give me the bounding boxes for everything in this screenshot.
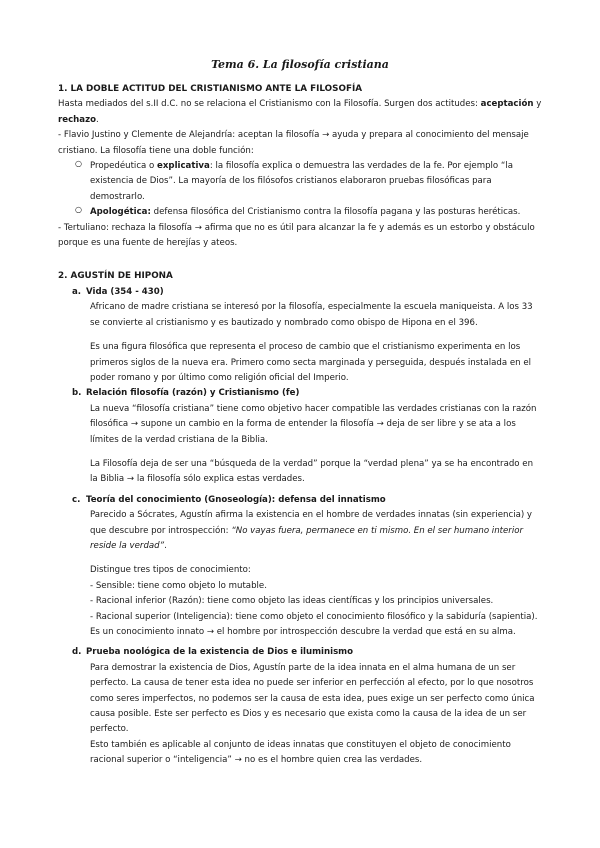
subsection-d-heading: d. Prueba noológica de la existencia de Dios e iluminismo (72, 647, 354, 658)
section-1-heading: 1. LA DOBLE ACTITUD DEL CRISTIANISMO ANTE LA FILOSOFÍA (58, 84, 363, 94)
subsection-c-body: Parecido a Sócrates, Agustín afirma la existencia en el hombre de verdades innatas (sin experiencia) y que descubre por introspección: “No vayas fuera, permanece en ti mismo. En el ser humano interior reside la verdad”. Distingue tres tipos de conocimiento: - Sensible: tiene como objeto lo mutable. - Racional inferior (Razón): tiene como objeto las ideas científicas y los principios universales. - Racional superior (Inteligencia): tiene como objeto el conocimiento filosófico y la sabiduría (sapientia). Es un conocimiento innato → el hombre por introspección descubre la verdad que está en su alma. (90, 510, 538, 637)
flavio-line-2: cristiano. La filosofía tiene una doble función: (58, 145, 254, 156)
subsection-a-heading: a. Vida (354 - 430) (72, 286, 164, 297)
subsection-b-body: La nueva “filosofía cristiana” tiene como objetivo hacer compatible las verdades cristianas con la razón filosófica → supone un cambio en la forma de entender la filosofía → deja de ser libre y se ata a los límites de la verdad cristiana de la Biblia. La Filosofía deja de ser una “búsqueda de la verdad” porque la “verdad plena” ya se ha encontrado en la Biblia → la filosofía sólo explica estas verdades. (90, 403, 537, 485)
subsection-b-heading: b. Relación filosofía (razón) y Cristianismo (fe) (72, 388, 300, 399)
bullet-apologetica: ○ Apologética: defensa filosófica del Cristianismo contra la filosofía pagana y las posturas heréticas. (75, 205, 521, 218)
bullet-propedeutica: ○ Propedéutica o explicativa: la filosofía explica o demuestra las verdades de la fe. Por ejemplo “la existencia de Dios”. La mayoría de los filósofos cristianos elaboraron pruebas filosóficas para demostrarlo. (75, 159, 514, 202)
flavio-line-1: - Flavio Justino y Clemente de Alejandría: aceptan la filosofía → ayuda y prepara al conocimiento del mensaje (58, 130, 529, 141)
page-title: Tema 6. La filosofía cristiana (211, 58, 389, 71)
tertuliano-line-1: - Tertuliano: rechaza la filosofía → afirma que no es útil para alcanzar la fe y además es un estorbo y obstáculo (58, 222, 535, 233)
subsection-a-body: Africano de madre cristiana se interesó por la filosofía, especialmente la escuela maniqueista. A los 33 se convierte al cristianismo y es bautizado y nombrado como obispo de Hipona en el 396. Es una figura filosófica que representa el proceso de cambio que el cristianismo experimenta en los primeros siglos de la nueva era. Primero como secta marginada y perseguida, después instalada en el poder romano y por último como religión oficial del Imperio. (90, 302, 533, 383)
section-1-intro-cont: rechazo. (58, 114, 99, 125)
document-content (58, 82, 558, 769)
bullet-circle-icon: ○ (75, 205, 82, 215)
subsection-d-body: Para demostrar la existencia de Dios, Agustín parte de la idea innata en el alma humana de un ser perfecto. La causa de tener esta idea no puede ser inferior en perfección al efecto, por lo que nosotros como seres imperfectos, no podemos ser la causa de esta idea, pues exige un ser perfecto como única causa posible. Este ser perfecto es Dios y es necesario que exista como la causa de la idea de un ser perfecto. Esto también es aplicable al conjunto de ideas innatas que constituyen el objeto de conocimiento racional superior o “inteligencia” → no es el hombre quien crea las verdades. (90, 662, 535, 766)
tertuliano-line-2: porque es una fuente de herejías y ateos. (58, 238, 238, 249)
section-2-heading: 2. AGUSTÍN DE HIPONA (58, 271, 173, 282)
bullet-circle-icon: ○ (75, 159, 82, 169)
section-1-intro: Hasta mediados del s.II d.C. no se relaciona el Cristianismo con la Filosofía. Surgen dos actitudes: aceptación y (58, 99, 542, 110)
subsection-c-heading: c. Teoría del conocimiento (Gnoseología): defensa del innatismo (72, 494, 386, 505)
